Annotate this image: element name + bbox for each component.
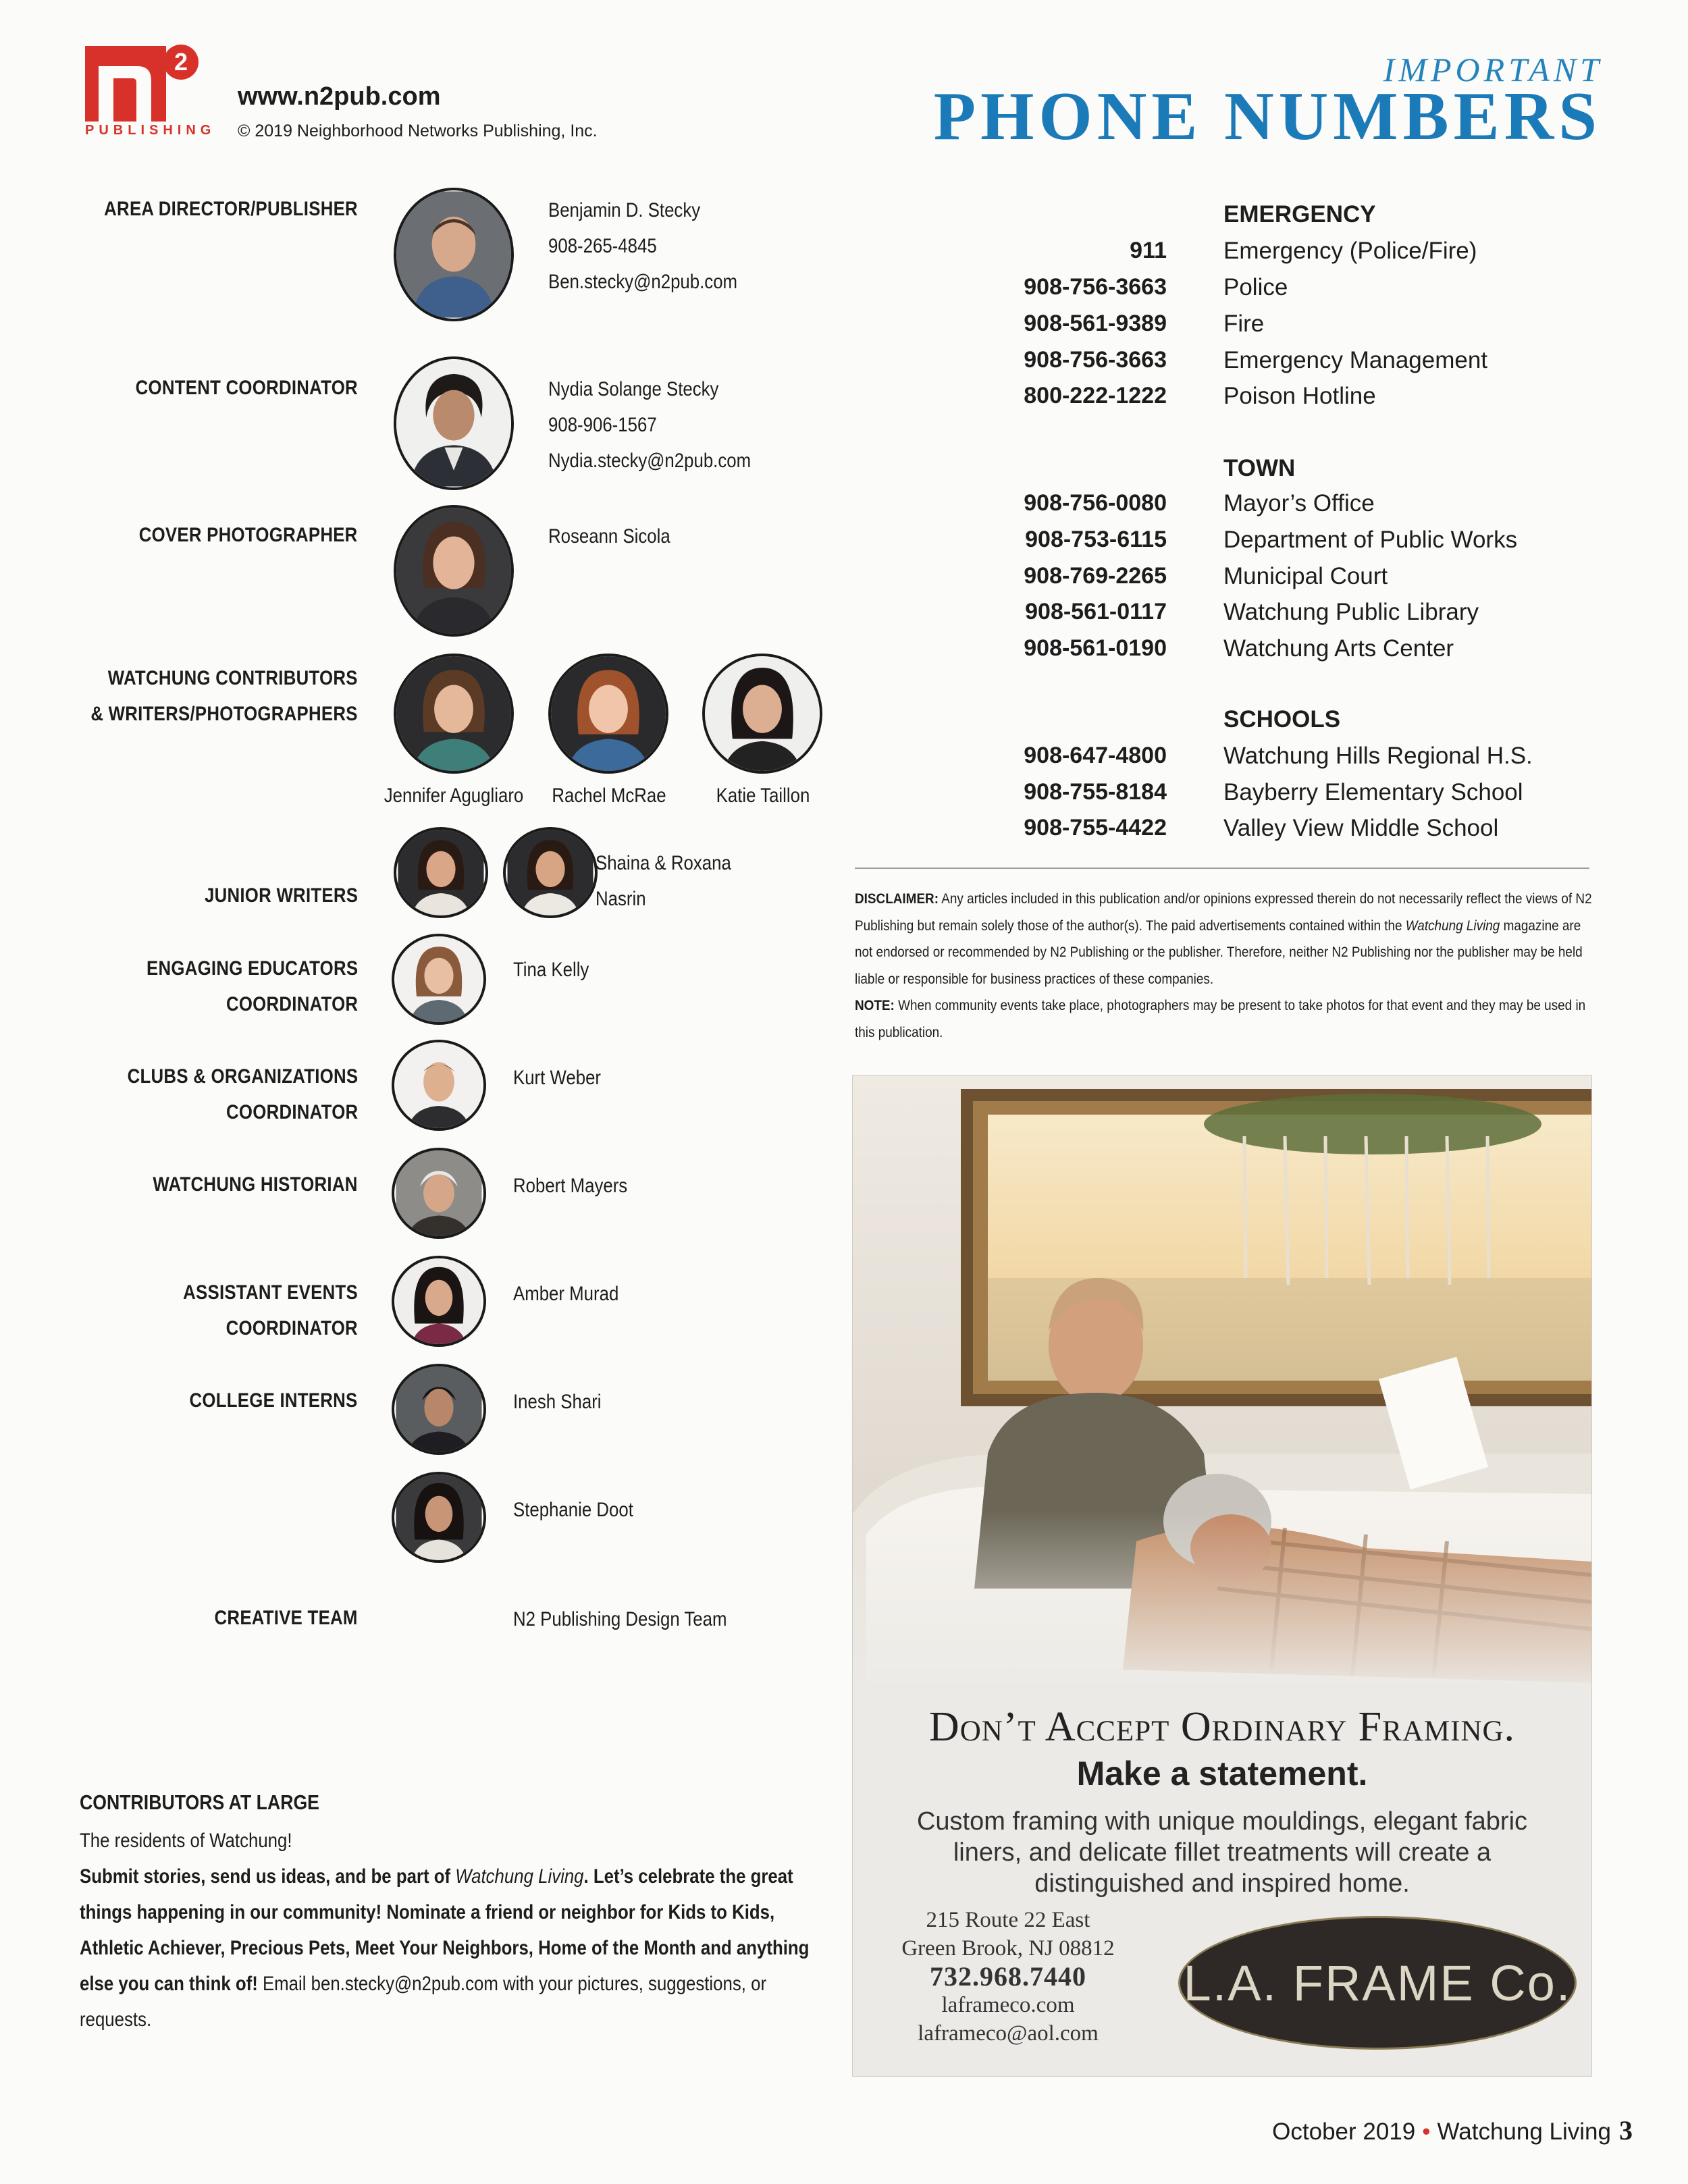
avatar-roxana	[503, 827, 598, 918]
staff-name: Nydia Solange Stecky	[548, 378, 719, 400]
phone-label: Emergency (Police/Fire)	[1223, 238, 1477, 264]
avatar-kurt	[392, 1040, 486, 1131]
staff-name: Inesh Shari	[513, 1391, 602, 1413]
section-emergency: EMERGENCY	[1223, 201, 1376, 228]
ad-headline: Don’t Accept Ordinary Framing.	[928, 1704, 1516, 1750]
staff-info-creative	[513, 1601, 727, 1637]
disclaimer: DISCLAIMER: Any articles included in this publication and/or opinions expressed therein do not necessarily reflect the views of N2 Publishing but remain solely those of the author(s). The paid advertisements contained within the Watchung Living magazine are not endorsed or recommended by N2 Publishing or the publisher. Therefore, neither N2 Publishing nor the publisher may be held liable or responsible for business practices of these companies. NOTE: When community events take place, photographers may be present to take photos for that event and they may be used in this publication.	[855, 890, 1592, 1040]
section-town: TOWN	[1223, 455, 1296, 481]
phone-number[interactable]: 908-647-4800	[1024, 743, 1167, 768]
avatar-rachel	[548, 654, 668, 774]
phone-number[interactable]: 911	[1130, 238, 1167, 263]
staff-info-inesh	[513, 1384, 602, 1420]
staff-info-nydia	[548, 371, 751, 479]
phone-number[interactable]: 908-755-8184	[1024, 779, 1167, 805]
staff-name: Kurt Weber	[513, 1067, 602, 1089]
role-college-interns: COLLEGE INTERNS	[190, 1389, 358, 1412]
caption-jennifer: Jennifer Agugliaro	[384, 784, 524, 807]
staff-name: Robert Mayers	[513, 1175, 628, 1197]
avatar-roseann	[394, 505, 514, 637]
title-important: IMPORTANT	[1383, 51, 1603, 88]
ad-subhead: Make a statement.	[1076, 1755, 1368, 1792]
role-contributors: WATCHUNG CONTRIBUTORS & WRITERS/PHOTOGRAPHERS	[90, 667, 358, 725]
page-footer	[1272, 2114, 1633, 2146]
staff-name: Tina Kelly	[513, 959, 589, 981]
phone-number[interactable]: 908-755-4422	[1024, 815, 1167, 841]
staff-name: Stephanie Doot	[513, 1499, 633, 1521]
staff-info-robert	[513, 1168, 627, 1204]
avatar-nydia	[394, 356, 514, 490]
section-schools: SCHOOLS	[1223, 706, 1341, 733]
role-area-director: AREA DIRECTOR/PUBLISHER	[104, 198, 358, 220]
caption-katie: Katie Taillon	[716, 784, 810, 807]
staff-name: Amber Murad	[513, 1283, 619, 1305]
staff-info-kurt	[513, 1060, 601, 1096]
role-clubs-organizations: CLUBS & ORGANIZATIONS COORDINATOR	[127, 1065, 358, 1123]
ad-photo	[853, 1075, 1591, 1697]
page-title: PHONE NUMBERS	[933, 78, 1602, 155]
ad-address-line: 215 Route 22 East	[926, 1908, 1090, 1932]
staff-name: Benjamin D. Stecky	[548, 199, 701, 221]
staff-info-junior	[596, 845, 731, 917]
staff-info-stephanie	[513, 1492, 633, 1528]
avatar-katie	[702, 654, 822, 774]
role-historian: WATCHUNG HISTORIAN	[153, 1173, 358, 1196]
ad-body: Custom framing with unique mouldings, elegant fabric liners, and delicate fillet treatments will create a distinguished and inspired home.	[916, 1807, 1528, 1898]
phone-number[interactable]: 908-561-0190	[1024, 635, 1167, 661]
phone-number[interactable]: 908-756-3663	[1024, 274, 1167, 300]
role-junior-writers: JUNIOR WRITERS	[204, 884, 358, 907]
avatar-jennifer	[394, 654, 514, 774]
page-number: 3	[1619, 2115, 1633, 2146]
avatar-stephanie	[392, 1472, 486, 1563]
ad-address-line: Green Brook, NJ 08812	[901, 1936, 1115, 1961]
phone-label: Fire	[1223, 311, 1265, 337]
frame-shop-ad[interactable]	[852, 1075, 1592, 2077]
bullet-icon: •	[1422, 2119, 1431, 2145]
ad-phone[interactable]: 732.968.7440	[930, 1961, 1086, 1992]
phone-number[interactable]: 908-753-6115	[1025, 527, 1167, 552]
ad-email[interactable]: laframeco@aol.com	[918, 2021, 1099, 2046]
website-url[interactable]: www.n2pub.com	[238, 82, 441, 111]
phone-label: Mayor’s Office	[1223, 490, 1375, 516]
role-cover-photographer: COVER PHOTOGRAPHER	[139, 524, 358, 546]
copyright-text: © 2019 Neighborhood Networks Publishing, Inc.	[238, 122, 598, 140]
phone-label: Poison Hotline	[1223, 383, 1376, 409]
avatar-robert	[392, 1148, 486, 1239]
n2-logo	[85, 39, 203, 122]
phone-number[interactable]: 908-561-0117	[1025, 599, 1167, 624]
avatar-amber	[392, 1256, 486, 1347]
staff-name: N2 Publishing Design Team	[513, 1608, 727, 1630]
role-creative-team: CREATIVE TEAM	[214, 1607, 358, 1629]
phone-label: Watchung Arts Center	[1223, 635, 1454, 662]
role-content-coordinator: CONTENT COORDINATOR	[135, 377, 358, 399]
phone-number[interactable]: 908-756-3663	[1024, 347, 1167, 373]
phone-number[interactable]: 908-756-0080	[1024, 490, 1167, 516]
staff-info-amber	[513, 1276, 618, 1312]
footer-publication: Watchung Living	[1437, 2119, 1611, 2145]
staff-email[interactable]: Ben.stecky@n2pub.com	[548, 271, 738, 293]
staff-email[interactable]: Nydia.stecky@n2pub.com	[548, 450, 751, 472]
role-assistant-events: ASSISTANT EVENTS COORDINATOR	[183, 1281, 358, 1339]
staff-name: Shaina & Roxana	[596, 852, 731, 874]
logo-subtitle: PUBLISHING	[85, 123, 216, 138]
phone-label: Bayberry Elementary School	[1223, 779, 1523, 805]
phone-label: Department of Public Works	[1223, 527, 1518, 553]
svg-text:2: 2	[174, 48, 188, 76]
phone-label: Watchung Public Library	[1223, 599, 1479, 625]
avatar-tina	[392, 934, 486, 1025]
staff-info-roseann	[548, 518, 670, 554]
la-frame-logo: L.A. FRAME Co.	[1178, 1916, 1577, 2050]
staff-name: Nasrin	[596, 888, 646, 910]
phone-number[interactable]: 908-561-9389	[1024, 311, 1167, 336]
staff-phone: 908-265-4845	[548, 235, 657, 257]
phone-label: Valley View Middle School	[1223, 815, 1499, 841]
avatar-benjamin	[394, 188, 514, 321]
phone-number[interactable]: 800-222-1222	[1024, 383, 1167, 408]
staff-phone: 908-906-1567	[548, 414, 657, 436]
divider	[855, 868, 1589, 869]
contributors-heading: CONTRIBUTORS AT LARGE	[80, 1790, 319, 1814]
phone-label: Watchung Hills Regional H.S.	[1223, 743, 1533, 769]
caption-rachel: Rachel McRae	[552, 784, 666, 807]
role-engaging-educators: ENGAGING EDUCATORS COORDINATOR	[146, 957, 358, 1015]
staff-name: Roseann Sicola	[548, 525, 670, 548]
phone-number[interactable]: 908-769-2265	[1024, 563, 1167, 589]
footer-date: October 2019	[1272, 2119, 1416, 2145]
phone-label: Emergency Management	[1223, 347, 1488, 373]
phone-label: Police	[1223, 274, 1288, 300]
contributors-text: The residents of Watchung! Submit stories, send us ideas, and be part of Watchung Living. Let’s celebrate the great things happening in our community! Nominate a friend or neighbor for Kids to Kids, Athletic Achiever, Precious Pets, Meet Your Neighbors, Home of the Month and anything else you can think of! Email ben.stecky@n2pub.com with your pictures, suggestions, or requests.	[80, 1830, 810, 2031]
avatar-shaina	[394, 827, 488, 918]
ad-website[interactable]: laframeco.com	[941, 1993, 1075, 2017]
avatar-inesh	[392, 1364, 486, 1455]
staff-info-benjamin	[548, 192, 737, 300]
phone-label: Municipal Court	[1223, 563, 1388, 589]
staff-info-tina	[513, 952, 589, 988]
ad-contact	[880, 1906, 1136, 2048]
